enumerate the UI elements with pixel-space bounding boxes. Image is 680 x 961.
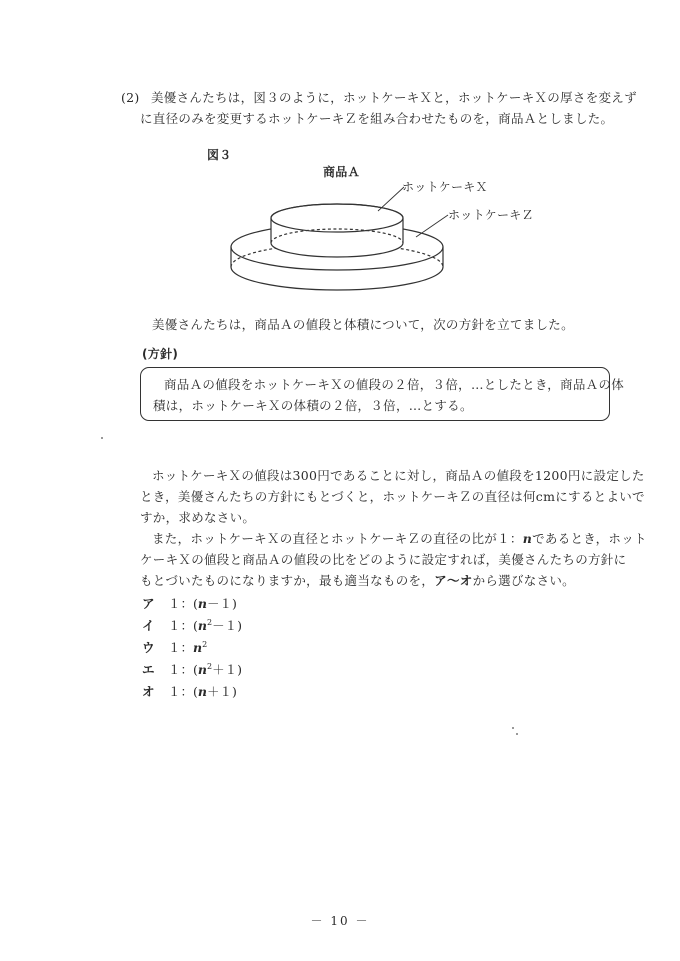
task2-line-3 <box>140 572 575 590</box>
choice-pre: １：( <box>168 596 198 612</box>
scan-speck <box>101 437 103 439</box>
leader-x <box>378 187 404 211</box>
task2-line-2: ケーキＸの値段と商品Ａの値段の比をどのように設定すれば，美優さんたちの方針に <box>140 552 627 567</box>
task2-line-1 <box>152 530 647 548</box>
choice-n: n <box>197 684 207 700</box>
task2-line-3-a: もとづいたものになりますか，最も適当なものを， <box>140 573 435 588</box>
choice-label: イ <box>142 618 155 634</box>
task2-line-1-b: であるとき，ホット <box>532 531 647 546</box>
choice-label: エ <box>142 662 155 678</box>
choice-pre: １：( <box>168 662 198 678</box>
leader-z <box>416 215 448 237</box>
choice-e <box>142 658 242 679</box>
choice-pre: １：( <box>168 618 198 634</box>
choice-sup: 2 <box>206 618 213 627</box>
figure-title: 商品Ａ <box>323 165 360 179</box>
choice-i <box>142 614 242 635</box>
choice-post: －１) <box>212 618 242 634</box>
choice-post: ＋１) <box>212 662 242 678</box>
policy-lead: 美優さんたちは，商品Ａの値段と体積について，次の方針を立てました。 <box>152 317 574 332</box>
choice-sup: 2 <box>206 662 213 671</box>
choice-a <box>142 592 237 613</box>
task1-line-1: ホットケーキＸの値段は300円であることに対し，商品Ａの値段を1200円に設定した <box>152 468 645 483</box>
scan-speck <box>512 727 514 729</box>
choice-post: ＋１) <box>206 684 237 700</box>
variable-n: n <box>522 531 533 546</box>
figure-label: 図３ <box>207 148 232 162</box>
task2-line-1-a: また，ホットケーキＸの直径とホットケーキＺの直径の比が１： <box>152 531 523 546</box>
cake-x-side <box>271 218 403 257</box>
choice-n: n <box>197 596 207 612</box>
choice-n: n <box>197 662 207 678</box>
task2-line-3-b: から選びなさい。 <box>472 573 575 588</box>
policy-line-2: 積は，ホットケーキＸの体積の２倍，３倍，…とする。 <box>153 398 473 413</box>
intro-line-1: 美優さんたちは，図３のように，ホットケーキＸと，ホットケーキＸの厚さを変えず <box>151 90 637 105</box>
choice-n: n <box>197 618 207 634</box>
choice-post: －１) <box>206 596 237 612</box>
choice-sup: 2 <box>202 640 208 649</box>
task1-line-2: とき，美優さんたちの方針にもとづくと，ホットケーキＺの直径は何cmにするとよいで <box>140 489 645 504</box>
hotcake-figure <box>220 175 550 305</box>
question-number: (2) <box>121 90 140 105</box>
choice-n: n <box>193 640 203 656</box>
scan-speck <box>516 733 518 735</box>
choice-pre: １： <box>168 640 194 656</box>
page-number: － 10 － <box>310 914 370 928</box>
task2-choice-range: ア〜オ <box>434 573 473 588</box>
choice-u <box>142 636 207 657</box>
choice-label: オ <box>142 684 155 700</box>
label-hotcake-z: ホットケーキＺ <box>448 208 534 222</box>
intro-line-2: に直径のみを変更するホットケーキＺを組み合わせたものを，商品Ａとしました。 <box>140 111 614 126</box>
policy-heading: (方針) <box>142 347 179 361</box>
task1-line-3: すか，求めなさい。 <box>140 510 256 525</box>
choice-pre: １：( <box>168 684 198 700</box>
choice-label: ウ <box>142 640 155 656</box>
label-hotcake-x: ホットケーキＸ <box>402 180 488 194</box>
policy-line-1: 商品Ａの値段をホットケーキＸの値段の２倍，３倍，…としたとき，商品Ａの体 <box>164 377 625 392</box>
choice-o <box>142 680 237 701</box>
choice-label: ア <box>142 596 155 612</box>
